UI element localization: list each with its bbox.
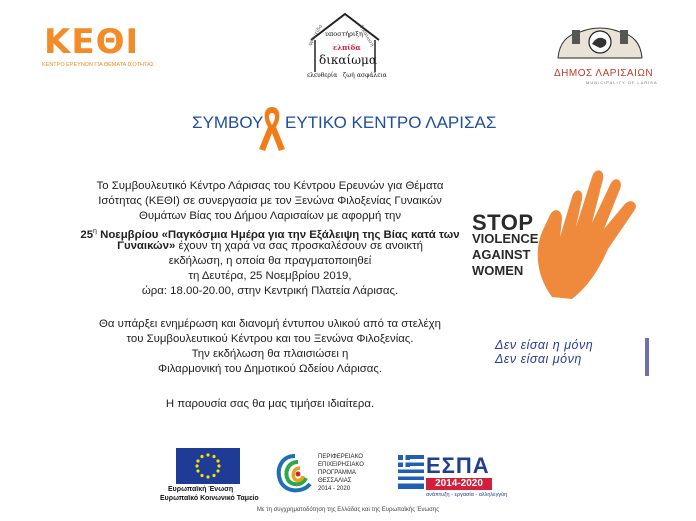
body-line: Θα υπάρξει ενημέρωση και διανομή έντυπου υλικού από τα στελέχη [99, 318, 441, 330]
house-word-top: υποστήριξη [325, 30, 363, 38]
stop-violence-graphic [462, 165, 662, 325]
house-word-left: φροντίδα [307, 23, 325, 47]
date-superscript: η [93, 228, 97, 235]
dimos-larisaion-logo [550, 18, 660, 88]
espa-tagline: ανάπτυξη - εργασία - αλληλεγγύη [426, 492, 508, 498]
greek-flag-icon [398, 455, 424, 489]
women-word: WOMEN [472, 263, 524, 278]
pep-line: ΠΕΡΙΦΕΡΕΙΑΚΟ [318, 454, 363, 460]
pep-thessaly-logo [272, 448, 392, 508]
slogan-line-2: Δεν είσαι μόνη [495, 352, 582, 366]
date-number: 25 [80, 228, 94, 241]
body-line-highlight-end [70, 239, 470, 254]
stop-violence-text [472, 210, 539, 279]
stop-word: STOP [472, 210, 534, 235]
violence-word: VIOLENCE [472, 231, 539, 246]
against-word: AGAINST [472, 247, 531, 262]
house-logo [305, 10, 385, 82]
awareness-ribbon-icon [257, 105, 287, 153]
house-word-main: δικαίωμα [319, 53, 377, 67]
closing-line: Η παρουσία σας θα μας τιμήσει ιδιαίτερα. [165, 398, 375, 410]
house-word-mid: ελπίδα [333, 43, 361, 52]
slogan-line-1: Δεν είσαι η μόνη [495, 338, 594, 352]
body-line: του Συμβουλευτικού Κέντρου και του Ξενώνα Φιλοξενίας. [126, 333, 414, 345]
eu-name: Ευρωπαϊκή Ένωση [168, 486, 234, 493]
pep-line: ΕΠΙΧΕΙΡΗΣΙΑΚΟ [318, 462, 364, 468]
pep-line: ΘΕΣΣΑΛΙΑΣ [318, 478, 352, 484]
body-line: Φιλαρμονική του Δημοτικού Ωδείου Λάρισας. [158, 363, 382, 375]
pep-line: ΠΡΟΓΡΑΜΜΑ [318, 470, 356, 476]
body-line: Ισότητας (ΚΕΘΙ) σε συνεργασία με τον Ξενώνα Φιλοξενίας Γυναικών [98, 195, 442, 207]
keoi-logo-subtitle: ΚΕΝΤΡΟ ΕΡΕΥΝΩΝ ΓΙΑ ΘΕΜΑΤΑ ΙΣΟΤΗΤΑΣ [42, 62, 155, 68]
title-right-part: ΕΥΤΙΚΟ ΚΕΝΤΡΟ ΛΑΡΙΣΑΣ [285, 113, 497, 132]
body-line: Το Συμβουλευτικό Κέντρο Λάρισας του Κέντρου Ερευνών για Θέματα [96, 180, 444, 192]
page-title [0, 113, 696, 143]
house-word-bottom1: ελευθερία [307, 72, 338, 79]
body-line-highlight [70, 224, 470, 243]
title-left-part: ΣΥΜΒΟΥ [192, 113, 264, 132]
pep-years: 2014 - 2020 [318, 486, 351, 492]
municipal-seal-icon [550, 18, 650, 66]
not-alone-slogan [495, 338, 649, 376]
event-date: τη Δευτέρα, 25 Νοεμβρίου 2019, [188, 270, 352, 282]
observance-name: Νοεμβρίου «Παγκόσμια Ημέρα για την Εξάλειψη της Βίας κατά των [96, 228, 460, 241]
cofunding-note: Με τη συγχρηματοδότηση της Ελλάδας και της Ευρωπαϊκής Ένωσης [256, 507, 440, 513]
keoi-logo-word: ΚΕΘΙ [44, 22, 140, 62]
observance-name-end: Γυναικών» [117, 240, 176, 252]
espa-logo [398, 451, 508, 503]
event-time-place: ώρα: 18.00-20.00, στην Κεντρική Πλατεία Λάρισας. [141, 285, 399, 297]
keoi-logo [40, 22, 160, 72]
espa-years: 2014-2020 [426, 478, 492, 490]
house-word-right: δικαίωση [357, 24, 375, 48]
esf-name: Ευρωπαϊκό Κοινωνικό Ταμείο [160, 495, 259, 502]
body-line: Την εκδήλωση θα πλαισιώσει η [191, 348, 349, 360]
house-word-bottom3: ασφάλεια [357, 72, 387, 79]
eu-social-fund-logo [160, 448, 259, 508]
eu-flag-icon [176, 448, 240, 484]
dimos-name: ΔΗΜΟΣ ΛΑΡΙΣΑΙΩΝ [554, 68, 654, 79]
house-word-bottom2: ζωή [343, 72, 355, 79]
dimos-subtitle: MUNICIPALITY OF LARISA [586, 80, 658, 85]
espa-word: ΕΣΠΑ [426, 453, 490, 478]
body-line: εκδήλωση, η οποία θα πραγματοποιηθεί [168, 255, 372, 267]
body-line-cont: έχουν τη χαρά να σας προσκαλέσουν σε ανοικτή [175, 240, 423, 252]
pep-swirl-icon [274, 452, 316, 496]
body-line: Θυμάτων Βίας του Δήμου Λαρισαίων με αφορμή την [138, 210, 402, 222]
